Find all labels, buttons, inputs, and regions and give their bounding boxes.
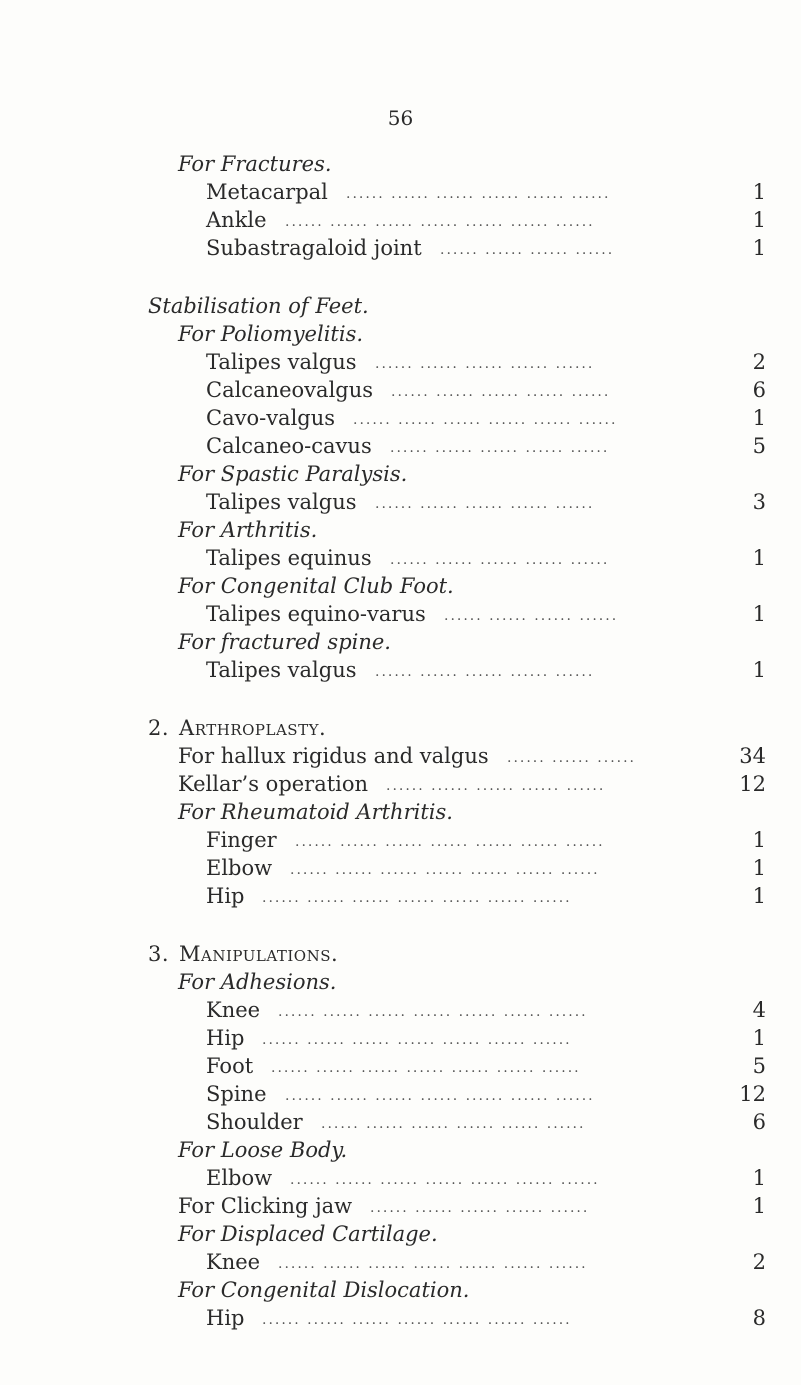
leader-dots: ...... ...... ......: [507, 750, 637, 766]
item-count: 4: [752, 998, 766, 1022]
subheading-text: For Adhesions.: [178, 970, 337, 994]
leader-dots: ...... ...... ...... ......: [440, 242, 615, 258]
subheading: [0, 518, 801, 546]
subheading-text: For Arthritis.: [178, 518, 318, 542]
subheading-text: For Poliomyelitis.: [178, 322, 364, 346]
item-count: 1: [752, 1194, 766, 1218]
leader-dots: ...... ...... ...... ...... ......: [386, 778, 606, 794]
item-count: 1: [752, 208, 766, 232]
list-item: [0, 828, 801, 856]
item-count: 12: [739, 772, 766, 796]
subheading: [0, 294, 801, 322]
section-title: Arthroplasty.: [179, 716, 327, 740]
list-item: [0, 546, 801, 574]
item-count: 3: [752, 490, 766, 514]
list-item: [0, 406, 801, 434]
item-count: 1: [752, 180, 766, 204]
item-count: 6: [752, 378, 766, 402]
item-count: 1: [752, 406, 766, 430]
leader-dots: ...... ...... ...... ...... ...... ...... ......: [262, 1032, 572, 1048]
subheading-text: Stabilisation of Feet.: [148, 294, 369, 318]
leader-dots: ...... ...... ...... ...... ......: [375, 356, 595, 372]
item-count: 1: [752, 546, 766, 570]
leader-dots: ...... ...... ...... ...... ...... ...... ......: [295, 834, 605, 850]
list-item: [0, 658, 801, 686]
item-count: 5: [752, 434, 766, 458]
item-count: 1: [752, 236, 766, 260]
list-item: [0, 744, 801, 772]
item-count: 6: [752, 1110, 766, 1134]
item-label: Knee: [206, 1250, 261, 1274]
subheading-text: For Spastic Paralysis.: [178, 462, 408, 486]
leader-dots: ...... ...... ...... ...... ......: [375, 496, 595, 512]
list-item: [0, 1306, 801, 1334]
item-count: 1: [752, 658, 766, 682]
leader-dots: ...... ...... ...... ...... ...... ......: [353, 412, 618, 428]
leader-dots: ...... ...... ...... ...... ...... ...... ......: [271, 1060, 581, 1076]
item-label: Cavo-valgus: [206, 406, 336, 430]
item-label: Talipes equinus: [206, 546, 372, 570]
subheading: [0, 1222, 801, 1250]
item-label: Calcaneo-cavus: [206, 434, 372, 458]
leader-dots: ...... ...... ...... ......: [444, 608, 619, 624]
leader-dots: ...... ...... ...... ...... ...... ...... ......: [278, 1004, 588, 1020]
item-label: For hallux rigidus and valgus: [178, 744, 489, 768]
list-item: [0, 350, 801, 378]
item-label: Talipes valgus: [206, 350, 357, 374]
subheading-text: For Fractures.: [178, 152, 332, 176]
item-count: 1: [752, 856, 766, 880]
list-item: [0, 1026, 801, 1054]
list-item: [0, 1250, 801, 1278]
leader-dots: ...... ...... ...... ...... ......: [390, 552, 610, 568]
section-gap: [0, 912, 801, 942]
item-label: For Clicking jaw: [178, 1194, 353, 1218]
item-label: Shoulder: [206, 1110, 303, 1134]
leader-dots: ...... ...... ...... ...... ......: [375, 664, 595, 680]
leader-dots: ...... ...... ...... ...... ...... ......: [321, 1116, 586, 1132]
section-heading: [0, 942, 801, 970]
item-count: 2: [752, 350, 766, 374]
item-count: 12: [739, 1082, 766, 1106]
list-item: [0, 180, 801, 208]
item-label: Hip: [206, 884, 245, 908]
item-count: 1: [752, 884, 766, 908]
leader-dots: ...... ...... ...... ...... ...... ...... ......: [262, 890, 572, 906]
list-item: [0, 434, 801, 462]
item-label: Talipes valgus: [206, 658, 357, 682]
list-item: [0, 208, 801, 236]
subheading-text: For Loose Body.: [178, 1138, 348, 1162]
subheading: [0, 970, 801, 998]
item-count: 2: [752, 1250, 766, 1274]
item-count: 5: [752, 1054, 766, 1078]
section-gap: [0, 264, 801, 294]
list-item: [0, 1194, 801, 1222]
item-count: 8: [752, 1306, 766, 1330]
item-label: Subastragaloid joint: [206, 236, 422, 260]
list-item: [0, 1166, 801, 1194]
list-item: [0, 856, 801, 884]
item-label: Foot: [206, 1054, 254, 1078]
subheading-text: For Rheumatoid Arthritis.: [178, 800, 453, 824]
section-number: 2.: [148, 716, 170, 740]
subheading: [0, 1278, 801, 1306]
subheading-text: For Congenital Club Foot.: [178, 574, 454, 598]
leader-dots: ...... ...... ...... ...... ...... ...... ......: [278, 1256, 588, 1272]
item-label: Elbow: [206, 856, 273, 880]
leader-dots: ...... ...... ...... ...... ...... ...... ......: [290, 862, 600, 878]
item-count: 1: [752, 1166, 766, 1190]
item-label: Talipes valgus: [206, 490, 357, 514]
list-item: [0, 1054, 801, 1082]
item-label: Spine: [206, 1082, 267, 1106]
list-item: [0, 772, 801, 800]
leader-dots: ...... ...... ...... ...... ......: [391, 384, 611, 400]
leader-dots: ...... ...... ...... ...... ...... ...... ......: [262, 1312, 572, 1328]
list-item: [0, 378, 801, 406]
subheading: [0, 152, 801, 180]
section-heading: [0, 716, 801, 744]
item-count: 1: [752, 602, 766, 626]
item-label: Elbow: [206, 1166, 273, 1190]
list-item: [0, 236, 801, 264]
section-title: Manipulations.: [179, 942, 339, 966]
leader-dots: ...... ...... ...... ...... ......: [390, 440, 610, 456]
item-label: Finger: [206, 828, 277, 852]
leader-dots: ...... ...... ...... ...... ...... ......: [346, 186, 611, 202]
list-item: [0, 602, 801, 630]
subheading-text: For fractured spine.: [178, 630, 391, 654]
subheading: [0, 1138, 801, 1166]
subheading: [0, 574, 801, 602]
subheading-text: For Displaced Cartilage.: [178, 1222, 438, 1246]
leader-dots: ...... ...... ...... ...... ......: [370, 1200, 590, 1216]
item-count: 1: [752, 828, 766, 852]
leader-dots: ...... ...... ...... ...... ...... ...... ......: [285, 1088, 595, 1104]
subheading: [0, 800, 801, 828]
leader-dots: ...... ...... ...... ...... ...... ...... ......: [285, 214, 595, 230]
list-item: [0, 490, 801, 518]
list-item: [0, 884, 801, 912]
list-item: [0, 998, 801, 1026]
item-count: 1: [752, 1026, 766, 1050]
item-label: Talipes equino-varus: [206, 602, 426, 626]
leader-dots: ...... ...... ...... ...... ...... ...... ......: [290, 1172, 600, 1188]
item-label: Metacarpal: [206, 180, 328, 204]
list-item: [0, 1082, 801, 1110]
item-label: Hip: [206, 1026, 245, 1050]
subheading: [0, 462, 801, 490]
list-item: [0, 1110, 801, 1138]
document-body: [0, 152, 801, 1334]
item-label: Kellar’s operation: [178, 772, 369, 796]
item-label: Ankle: [206, 208, 267, 232]
item-label: Knee: [206, 998, 261, 1022]
item-label: Hip: [206, 1306, 245, 1330]
item-count: 34: [739, 744, 766, 768]
page-number: 56: [387, 106, 414, 130]
subheading: [0, 322, 801, 350]
item-label: Calcaneovalgus: [206, 378, 374, 402]
subheading: [0, 630, 801, 658]
subheading-text: For Congenital Dislocation.: [178, 1278, 470, 1302]
section-number: 3.: [148, 942, 170, 966]
section-gap: [0, 686, 801, 716]
